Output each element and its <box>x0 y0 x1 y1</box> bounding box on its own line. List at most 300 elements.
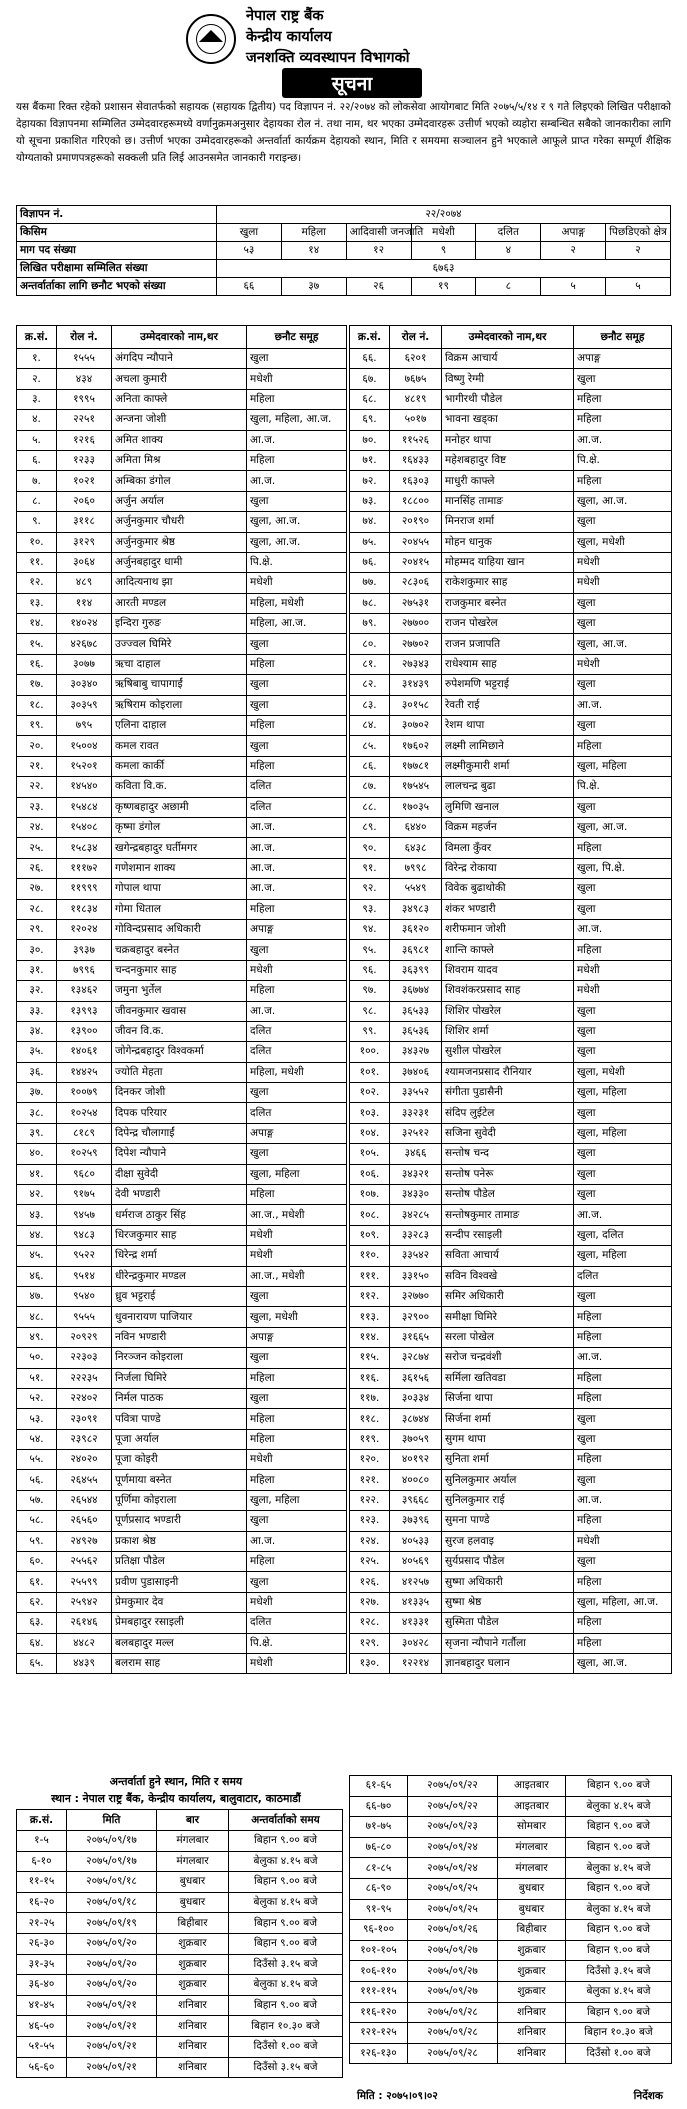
roll-cell: २७३४३ <box>390 654 442 674</box>
range-cell: ५१-५५ <box>17 2036 67 2057</box>
group-cell: खुला <box>247 634 347 654</box>
name-cell: सिर्जना थापा <box>442 1388 574 1408</box>
candidate-table-left <box>16 325 347 1674</box>
table-row <box>350 1327 672 1347</box>
name-cell: पवित्रा पाण्डे <box>112 1409 247 1429</box>
roll-cell: १०२१ <box>57 471 112 491</box>
roll-cell: २०९२९ <box>57 1327 112 1347</box>
roll-cell: ३०७७ <box>57 654 112 674</box>
serial-cell: ८५. <box>350 736 390 756</box>
table-row <box>17 1613 347 1633</box>
table-row <box>350 1613 672 1633</box>
name-cell: चक्रबहादुर बस्नेत <box>112 940 247 960</box>
roll-cell: ३३५४२ <box>390 1246 442 1266</box>
name-cell: जमुना भुर्तेल <box>112 981 247 1001</box>
group-cell: खुला <box>574 1286 672 1306</box>
table-row <box>350 1286 672 1306</box>
roll-cell: ५५४९ <box>390 879 442 899</box>
table-row <box>350 1388 672 1408</box>
table-row <box>17 838 347 858</box>
range-cell: ७१-७५ <box>350 1817 408 1838</box>
roll-cell: ३११८ <box>57 512 112 532</box>
name-cell: निर्मल पाठक <box>112 1388 247 1408</box>
name-cell: प्रेमबहादुर रसाइली <box>112 1613 247 1633</box>
serial-cell: २१. <box>17 756 57 776</box>
roll-cell: २३९८२ <box>57 1429 112 1449</box>
table-row <box>17 1246 347 1266</box>
roll-cell: ४०५६९ <box>390 1552 442 1572</box>
group-cell: खुला <box>574 1470 672 1490</box>
roll-cell: ९५४० <box>57 1286 112 1306</box>
serial-cell: ३८. <box>17 1103 57 1123</box>
range-cell: ४१-४५ <box>17 1995 67 2016</box>
column-header: रोल नं. <box>57 326 112 349</box>
table-row <box>350 817 672 837</box>
schedule-row <box>350 2002 672 2023</box>
name-cell: संदिप लुईटेल <box>442 1103 574 1123</box>
table-row <box>17 1368 347 1388</box>
table-row <box>350 1225 672 1245</box>
serial-cell: ४९. <box>17 1327 57 1347</box>
table-row <box>17 1633 347 1653</box>
roll-cell: ३१६६५ <box>390 1327 442 1347</box>
roll-cell: २५९४२ <box>57 1592 112 1612</box>
name-cell: महेशबहादुर विष्ट <box>442 450 574 470</box>
range-cell: ३६-४० <box>17 1975 67 1996</box>
serial-cell: २०. <box>17 736 57 756</box>
group-cell: महिला <box>574 1450 672 1470</box>
serial-cell: २९. <box>17 919 57 939</box>
day-cell: शुक्रबार <box>157 1975 229 1996</box>
name-cell: सुशील पोखरेल <box>442 1042 574 1062</box>
table-row <box>350 1266 672 1286</box>
demand-cell: ४ <box>476 242 541 260</box>
table-row <box>350 777 672 797</box>
roll-cell: १२२१४ <box>390 1654 442 1674</box>
group-cell: खुला <box>574 1409 672 1429</box>
roll-cell: ३०७०२ <box>390 716 442 736</box>
name-cell: गोविन्दप्रसाद अधिकारी <box>112 919 247 939</box>
table-row <box>17 1348 347 1368</box>
roll-cell: ७९५ <box>57 716 112 736</box>
name-cell: पूर्णिमा कोइराला <box>112 1490 247 1510</box>
roll-cell: ५०१७ <box>390 410 442 430</box>
name-cell: देवी भण्डारी <box>112 1185 247 1205</box>
table-row <box>350 1164 672 1184</box>
name-cell: धिरेन्द्र शर्मा <box>112 1246 247 1266</box>
serial-cell: ४७. <box>17 1286 57 1306</box>
table-row <box>350 1368 672 1388</box>
org-name: नेपाल राष्ट्र बैंक <box>246 8 324 24</box>
serial-cell: ७५. <box>350 532 390 552</box>
day-cell: आइतबार <box>498 1796 566 1817</box>
table-row <box>350 573 672 593</box>
group-cell: खुला <box>247 695 347 715</box>
date-cell: २०७५/०९/२१ <box>67 2057 157 2078</box>
roll-cell: ३२८७४ <box>390 1348 442 1368</box>
group-cell: खुला <box>574 879 672 899</box>
group-cell: खुला <box>247 1572 347 1592</box>
table-row <box>17 1001 347 1021</box>
roll-cell: ३१४३९ <box>390 675 442 695</box>
schedule-row <box>17 1831 343 1852</box>
roll-cell: ४०५३३ <box>390 1531 442 1551</box>
roll-cell: २३०९१ <box>57 1409 112 1429</box>
name-cell: ज्योति मेहता <box>112 1062 247 1082</box>
group-cell: महिला <box>247 756 347 776</box>
group-cell: खुला <box>574 369 672 389</box>
table-row <box>350 1103 672 1123</box>
day-cell: शुक्रबार <box>498 1981 566 2002</box>
serial-cell: १२७. <box>350 1592 390 1612</box>
type-cell: मधेशी <box>411 224 476 242</box>
serial-cell: ७९. <box>350 614 390 634</box>
name-cell: सुनिलकुमार राई <box>442 1490 574 1510</box>
schedule-row <box>17 1975 343 1996</box>
group-cell: आ.ज. <box>574 1348 672 1368</box>
range-cell: २१-२५ <box>17 1913 67 1934</box>
day-cell: शनिबार <box>498 2023 566 2044</box>
date-cell: २०७५/०९/२७ <box>408 1981 498 2002</box>
demand-cell: ९ <box>411 242 476 260</box>
schedule-row <box>17 1954 343 1975</box>
name-cell: अनिता काफ्ले <box>112 389 247 409</box>
serial-cell: ९७. <box>350 981 390 1001</box>
serial-cell: १२३. <box>350 1511 390 1531</box>
shortlist-label: अन्तर्वार्ताका लागि छनौट भएको संख्या <box>17 278 217 296</box>
schedule-row <box>17 1913 343 1934</box>
table-row <box>17 1205 347 1225</box>
shortlist-cell: ५ <box>606 278 671 296</box>
group-cell: महिला <box>574 1633 672 1653</box>
roll-cell: ९५२२ <box>57 1246 112 1266</box>
name-cell: उज्ज्वल घिमिरे <box>112 634 247 654</box>
serial-cell: ६. <box>17 450 57 470</box>
roll-cell: ९५५५ <box>57 1307 112 1327</box>
table-row <box>350 491 672 511</box>
range-cell: १२१-१२५ <box>350 2023 408 2044</box>
roll-cell: ४८१९ <box>390 389 442 409</box>
name-cell: सुष्मा श्रेष्ठ <box>442 1592 574 1612</box>
table-row <box>350 1511 672 1531</box>
day-cell: शुक्रबार <box>498 1940 566 1961</box>
table-row <box>350 1042 672 1062</box>
name-cell: शरीफमान जोशी <box>442 919 574 939</box>
serial-cell: ३३. <box>17 1001 57 1021</box>
roll-cell: १८८०० <box>390 491 442 511</box>
schedule-header: बार <box>157 1810 229 1831</box>
time-cell: बिहान ९.०० बजे <box>566 1878 672 1899</box>
schedule-row <box>350 2023 672 2044</box>
roll-cell: ३७३९६ <box>390 1511 442 1531</box>
name-cell: धर्मराज ठाकुर सिंह <box>112 1205 247 1225</box>
schedule-row <box>350 1981 672 2002</box>
name-cell: समीक्षा घिमिरे <box>442 1307 574 1327</box>
group-cell: महिला <box>574 1511 672 1531</box>
time-cell: बिहान ९.०० बजे <box>229 1933 343 1954</box>
roll-cell: ३६१२० <box>390 919 442 939</box>
table-row <box>350 450 672 470</box>
table-row <box>17 430 347 450</box>
roll-cell: २७७०० <box>390 614 442 634</box>
name-cell: राकेशकुमार साह <box>442 573 574 593</box>
serial-cell: ६५. <box>17 1654 57 1674</box>
group-cell: खुला <box>247 491 347 511</box>
group-cell: महिला <box>574 1572 672 1592</box>
date-cell: २०७५/०९/१९ <box>67 1913 157 1934</box>
candidate-table-right <box>349 325 672 1674</box>
name-cell: सुस्मिता पौडेल <box>442 1613 574 1633</box>
name-cell: अचला कुमारी <box>112 369 247 389</box>
schedule-table-right <box>349 1775 672 2064</box>
group-cell: आ.ज. <box>574 1490 672 1510</box>
serial-cell: ७०. <box>350 430 390 450</box>
group-cell: खुला <box>574 1001 672 1021</box>
name-cell: लालचन्द्र बुढा <box>442 777 574 797</box>
roll-cell: ७६७५ <box>390 369 442 389</box>
name-cell: कमल रावत <box>112 736 247 756</box>
table-row <box>350 919 672 939</box>
date-cell: २०७५/०९/२० <box>67 1975 157 1996</box>
group-cell: खुला <box>574 593 672 613</box>
date-cell: २०७५/०९/२४ <box>408 1858 498 1879</box>
day-cell: बुधबार <box>157 1872 229 1893</box>
roll-cell: ४२६७८ <box>57 634 112 654</box>
serial-cell: ३१. <box>17 960 57 980</box>
roll-cell: १४०६१ <box>57 1042 112 1062</box>
table-row <box>17 817 347 837</box>
table-row <box>350 838 672 858</box>
time-cell: बिहान १०.३० बजे <box>229 2016 343 2037</box>
group-cell: खुला <box>247 1511 347 1531</box>
roll-cell: १३९०० <box>57 1021 112 1041</box>
group-cell: खुला, महिला <box>574 1123 672 1143</box>
group-cell: खुला, आ.ज. <box>574 634 672 654</box>
roll-cell: १७५४५ <box>390 777 442 797</box>
name-cell: ऋषिबाबु चापागाईं <box>112 675 247 695</box>
table-row <box>350 634 672 654</box>
roll-cell: १४०२४ <box>57 614 112 634</box>
group-cell: खुला <box>574 1164 672 1184</box>
table-row <box>17 797 347 817</box>
serial-cell: ५१. <box>17 1368 57 1388</box>
group-cell: खुला, महिला <box>247 1490 347 1510</box>
group-cell: दलित <box>247 777 347 797</box>
name-cell: सरला पोखेल <box>442 1327 574 1347</box>
group-cell: मधेशी <box>247 1592 347 1612</box>
table-row <box>17 736 347 756</box>
group-cell: महिला <box>574 410 672 430</box>
name-cell: पूजा कोइरी <box>112 1450 247 1470</box>
serial-cell: ३२. <box>17 981 57 1001</box>
serial-cell: ५. <box>17 430 57 450</box>
range-cell: ११६-१२० <box>350 2002 408 2023</box>
serial-cell: ५०. <box>17 1348 57 1368</box>
name-cell: शान्ति काफ्ले <box>442 940 574 960</box>
table-row <box>350 1470 672 1490</box>
name-cell: गोपाल थापा <box>112 879 247 899</box>
roll-cell: ४०१९२ <box>390 1450 442 1470</box>
name-cell: ज्ञानबहादुर घलान <box>442 1654 574 1674</box>
written-value: ६७६३ <box>217 260 671 278</box>
range-cell: १११-११५ <box>350 1981 408 2002</box>
roll-cell: १२३३ <box>57 450 112 470</box>
group-cell: खुला, आ.ज. <box>574 491 672 511</box>
name-cell: समिर अधिकारी <box>442 1286 574 1306</box>
roll-cell: २०४५५ <box>390 532 442 552</box>
name-cell: सुर्यप्रसाद पौडेल <box>442 1552 574 1572</box>
serial-cell: ९६. <box>350 960 390 980</box>
name-cell: कविता वि.क. <box>112 777 247 797</box>
group-cell: महिला, आ.ज. <box>247 614 347 634</box>
table-row <box>17 1572 347 1592</box>
day-cell: शनिबार <box>157 1995 229 2016</box>
demand-cell: २ <box>541 242 606 260</box>
serial-cell: १०३. <box>350 1103 390 1123</box>
roll-cell: ३२७७० <box>390 1286 442 1306</box>
roll-cell: २४०२० <box>57 1450 112 1470</box>
serial-cell: ११८. <box>350 1409 390 1429</box>
table-row <box>350 695 672 715</box>
group-cell: मधेशी <box>247 369 347 389</box>
roll-cell: ३०३५९ <box>57 695 112 715</box>
roll-cell: १२१६ <box>57 430 112 450</box>
serial-cell: १०१. <box>350 1062 390 1082</box>
type-cell: पिछडिएको क्षेत्र <box>606 224 671 242</box>
group-cell: मधेशी <box>574 552 672 572</box>
group-cell: आ.ज. <box>247 817 347 837</box>
roll-cell: ४४८२ <box>57 1633 112 1653</box>
group-cell: दलित <box>247 1103 347 1123</box>
group-cell: मधेशी <box>247 1225 347 1245</box>
roll-cell: ३४३२१ <box>390 1164 442 1184</box>
range-cell: १०१-१०५ <box>350 1940 408 1961</box>
group-cell: खुला <box>247 1083 347 1103</box>
table-row <box>350 899 672 919</box>
group-cell: खुला <box>247 349 347 369</box>
serial-cell: ९८. <box>350 1001 390 1021</box>
table-row <box>350 614 672 634</box>
serial-cell: २५. <box>17 838 57 858</box>
name-cell: विक्रम महर्जन <box>442 817 574 837</box>
date-cell: २०७५/०९/२८ <box>408 2043 498 2064</box>
day-cell: सोमबार <box>498 1817 566 1838</box>
day-cell: मंगलबार <box>498 1837 566 1858</box>
name-cell: सर्मिला खतिवडा <box>442 1368 574 1388</box>
serial-cell: ८०. <box>350 634 390 654</box>
name-cell: संगीता पुडासैनी <box>442 1083 574 1103</box>
table-row <box>350 1246 672 1266</box>
time-cell: बेलुका ४.१५ बजे <box>229 1851 343 1872</box>
name-cell: प्रेमकुमार देव <box>112 1592 247 1612</box>
roll-cell: ३६९८१ <box>390 940 442 960</box>
serial-cell: १११. <box>350 1266 390 1286</box>
name-cell: सुरज हलवाइ <box>442 1531 574 1551</box>
range-cell: २६-३० <box>17 1933 67 1954</box>
serial-cell: २६. <box>17 858 57 878</box>
date-cell: २०७५/०९/१८ <box>67 1892 157 1913</box>
table-row <box>350 1429 672 1449</box>
name-cell: जोगेन्द्रबहादुर विश्वकर्मा <box>112 1042 247 1062</box>
range-cell: ८१-८५ <box>350 1858 408 1879</box>
serial-cell: ५३. <box>17 1409 57 1429</box>
range-cell: १-५ <box>17 1831 67 1852</box>
table-row <box>17 1062 347 1082</box>
table-row <box>350 512 672 532</box>
serial-cell: ७७. <box>350 573 390 593</box>
schedule-row <box>350 1940 672 1961</box>
name-cell: माधुरी काफ्ले <box>442 471 574 491</box>
roll-cell: १७०३५ <box>390 797 442 817</box>
schedule-row <box>17 2057 343 2078</box>
group-cell: महिला, मधेशी <box>247 593 347 613</box>
group-cell: दलित <box>247 1042 347 1062</box>
time-cell: दिउँसो ३.१५ बजे <box>566 1961 672 1982</box>
name-cell: राजन प्रजापति <box>442 634 574 654</box>
roll-cell: ३१२९ <box>57 532 112 552</box>
group-cell: अपाङ्ग <box>247 1327 347 1347</box>
group-cell: महिला <box>574 1327 672 1347</box>
table-row <box>17 1103 347 1123</box>
schedule-row <box>17 2016 343 2037</box>
time-cell: बिहान ९.०० बजे <box>229 1995 343 2016</box>
time-cell: बेलुका ४.१५ बजे <box>229 1892 343 1913</box>
name-cell: विष्णु रेग्मी <box>442 369 574 389</box>
serial-cell: २. <box>17 369 57 389</box>
table-row <box>350 654 672 674</box>
day-cell: शनिबार <box>498 2043 566 2064</box>
roll-cell: १५५५ <box>57 349 112 369</box>
name-cell: ध्रुव भट्टराई <box>112 1286 247 1306</box>
roll-cell: १९९५ <box>57 389 112 409</box>
serial-cell: ९९. <box>350 1021 390 1041</box>
group-cell: आ.ज. <box>247 838 347 858</box>
roll-cell: २५५९९ <box>57 1572 112 1592</box>
name-cell: सविता आचार्य <box>442 1246 574 1266</box>
name-cell: भागीरथी पौडेल <box>442 389 574 409</box>
roll-cell: २५५६२ <box>57 1552 112 1572</box>
table-row <box>17 1083 347 1103</box>
range-cell: ११-१५ <box>17 1872 67 1893</box>
name-cell: मोहम्मद याहिया खान <box>442 552 574 572</box>
serial-cell: ६०. <box>17 1552 57 1572</box>
serial-cell: ११२. <box>350 1286 390 1306</box>
roll-cell: ९५१४ <box>57 1266 112 1286</box>
roll-cell: ४१३३५ <box>390 1592 442 1612</box>
date-cell: २०७५/०९/२० <box>67 1933 157 1954</box>
roll-cell: १३९९३ <box>57 1001 112 1021</box>
time-cell: बिहान ९.०० बजे <box>229 1831 343 1852</box>
schedule-place: स्थान : नेपाल राष्ट्र बैंक, केन्द्रीय कार्यालय, बालुवाटार, काठमाडौं <box>51 1792 301 1805</box>
serial-cell: २८. <box>17 899 57 919</box>
header-text <box>246 6 409 69</box>
name-cell: गणेशमान शाक्य <box>112 858 247 878</box>
name-cell: नविन भण्डारी <box>112 1327 247 1347</box>
serial-cell: ५९. <box>17 1531 57 1551</box>
serial-cell: ९४. <box>350 919 390 939</box>
roll-cell: १६३०३ <box>390 471 442 491</box>
group-cell: महिला, मधेशी <box>247 1062 347 1082</box>
table-row <box>350 1654 672 1674</box>
day-cell: शनिबार <box>157 2057 229 2078</box>
ad-value: २२/२०७४ <box>217 206 671 224</box>
name-cell: सुनिलकुमार अर्याल <box>442 1470 574 1490</box>
table-row <box>350 1062 672 1082</box>
group-cell: दलित <box>247 1021 347 1041</box>
group-cell: खुला <box>574 1552 672 1572</box>
name-cell: अर्जुनकुमार श्रेष्ठ <box>112 532 247 552</box>
table-row <box>17 1307 347 1327</box>
